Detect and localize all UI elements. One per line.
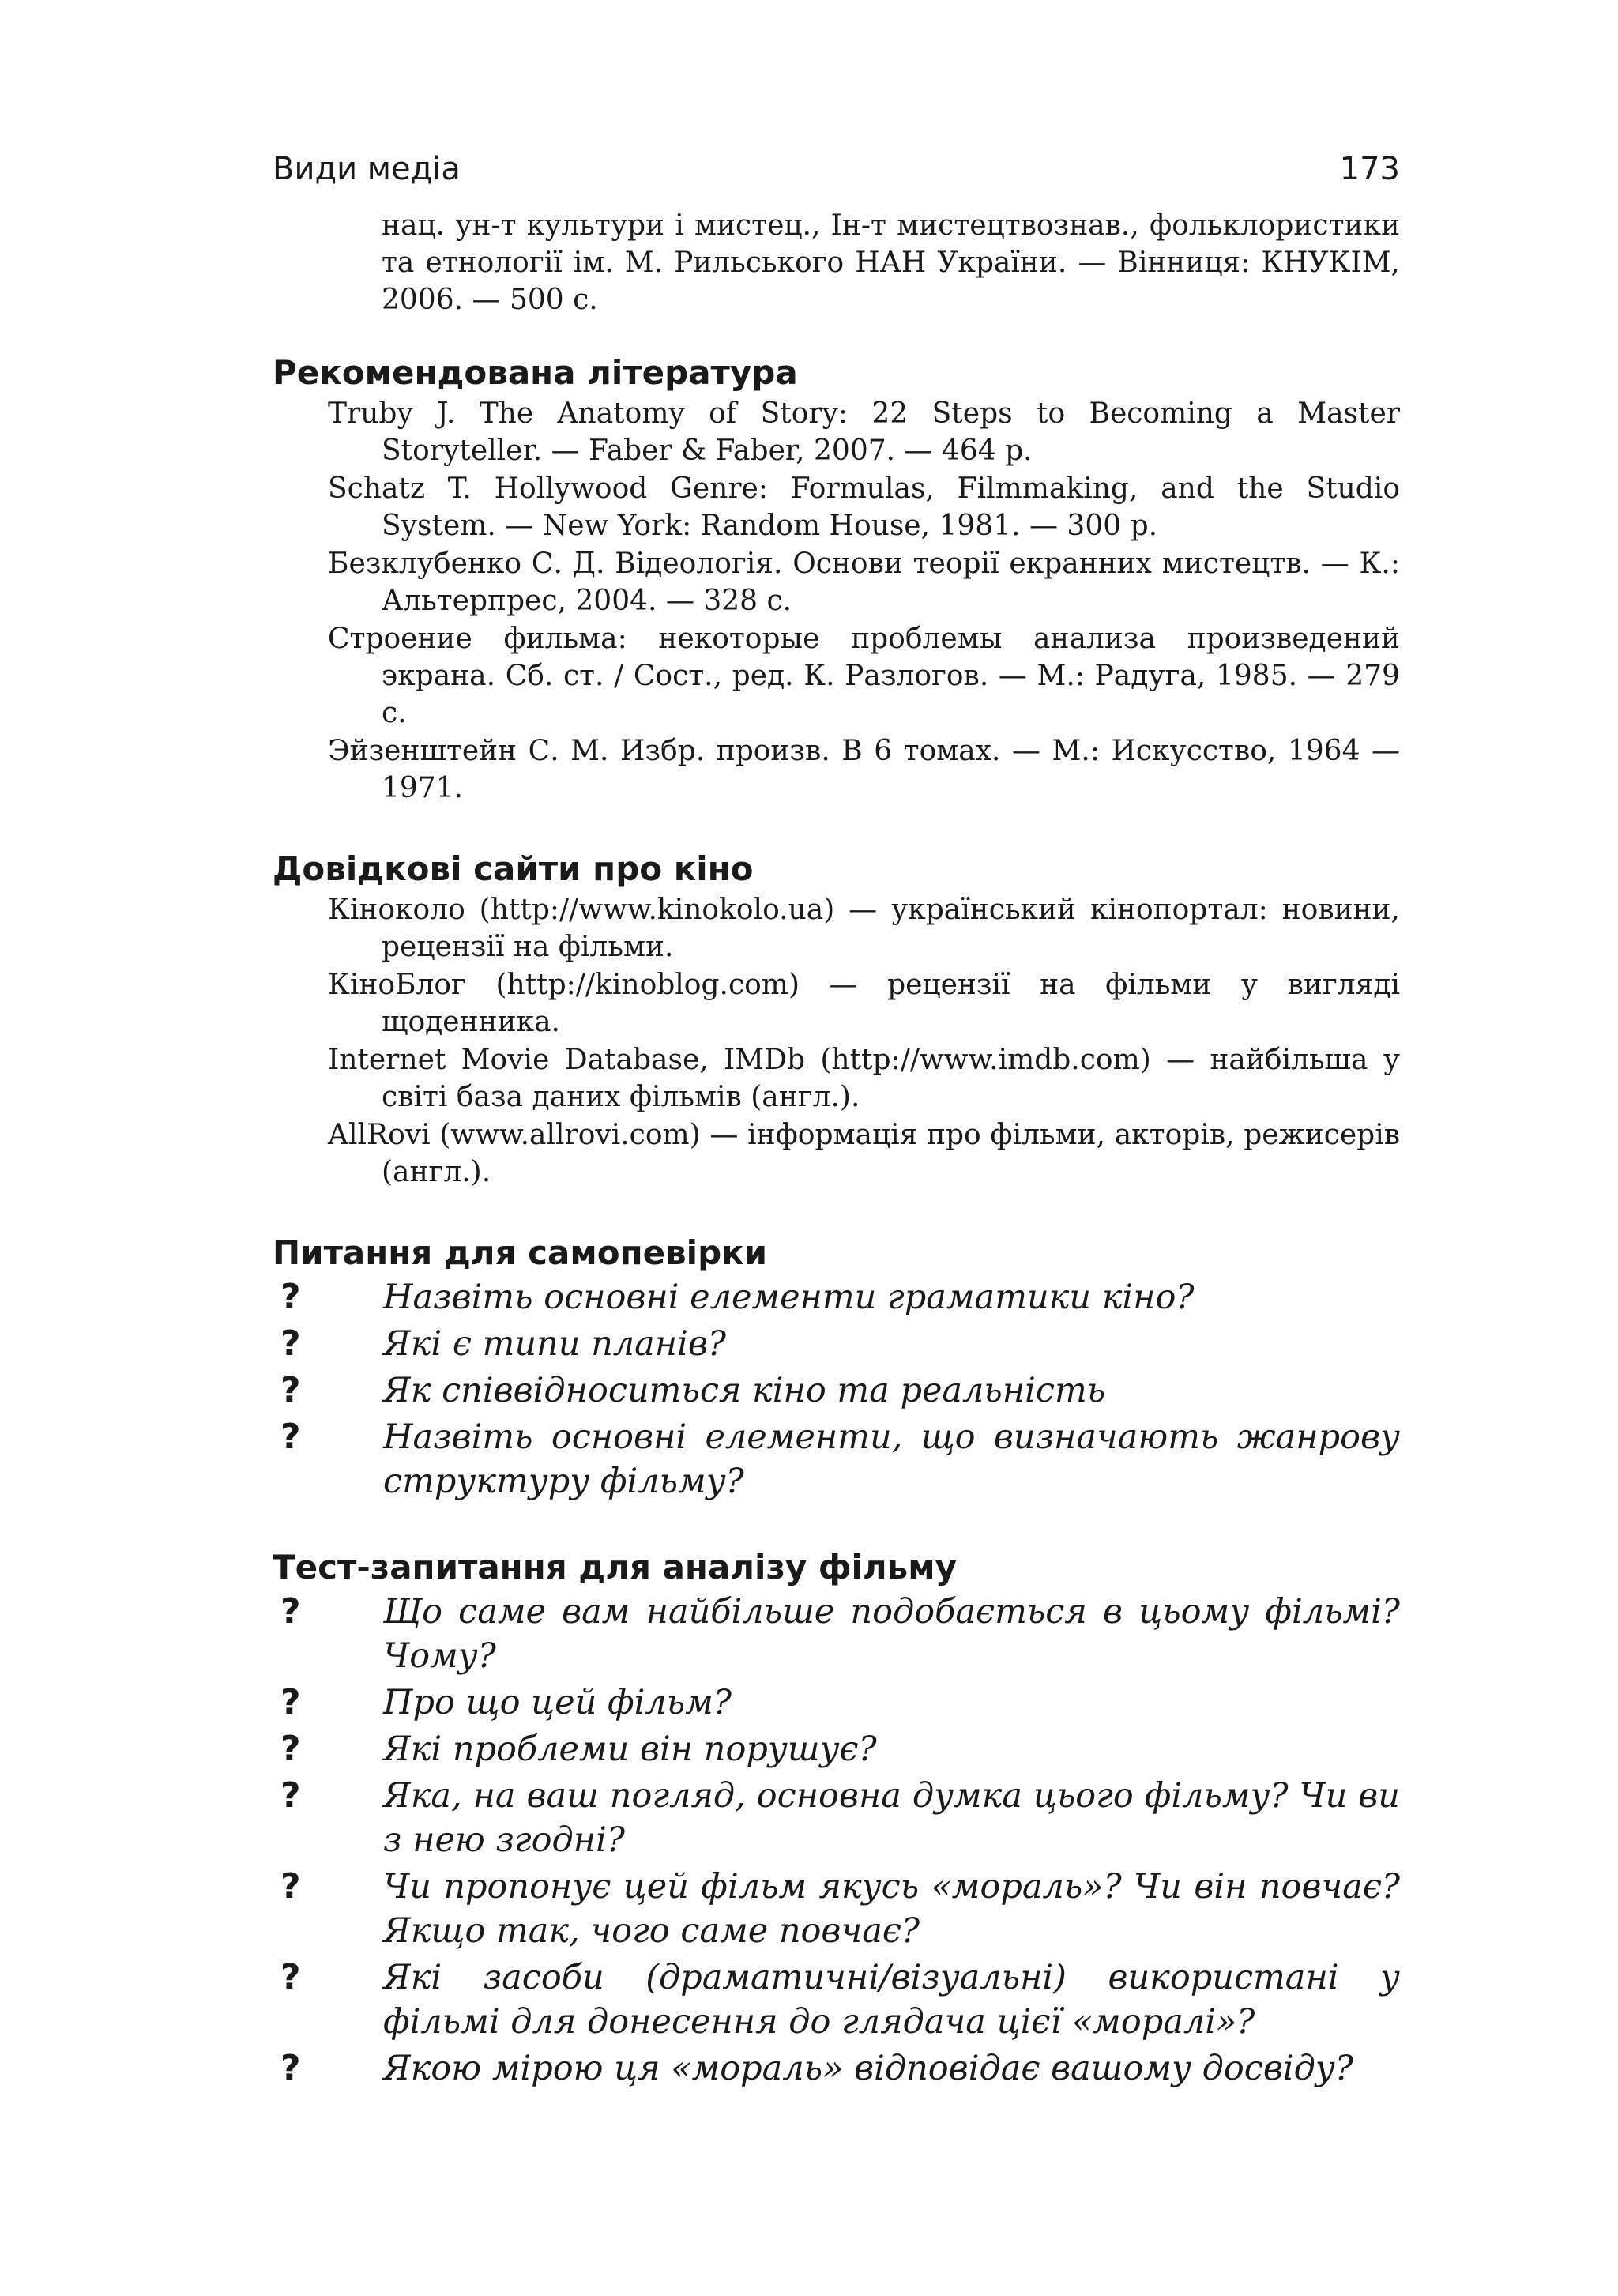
question-mark-icon: ? bbox=[280, 1370, 301, 1410]
page-content bbox=[273, 207, 1400, 2093]
section-heading-film-test: Тест-запитання для аналізу фільму bbox=[273, 1548, 957, 1586]
question-mark-icon: ? bbox=[280, 1729, 301, 1769]
running-head bbox=[273, 147, 1400, 191]
question-mark-icon: ? bbox=[280, 1323, 301, 1364]
section-heading-recommended: Рекомендована література bbox=[273, 353, 798, 392]
question-mark-icon: ? bbox=[280, 1682, 301, 1722]
question-item bbox=[273, 1774, 1400, 1862]
question-mark-icon: ? bbox=[280, 1866, 301, 1906]
question-mark-icon: ? bbox=[280, 1277, 301, 1317]
question-item bbox=[273, 1275, 1400, 1319]
reference-item: Truby J. The Anatomy of Story: 22 Steps to Becoming a Master Storyteller. — Faber & Faber, 2007. — 464 p. bbox=[328, 397, 1400, 467]
question-mark-icon: ? bbox=[280, 1957, 301, 1997]
question-item bbox=[273, 1865, 1400, 1953]
question-text: Як співвідноситься кіно та реальність bbox=[383, 1371, 1106, 1410]
question-text: Чи пропонує цей фільм якусь «мораль»? Чи він повчає? Якщо так, чого саме повчає? bbox=[383, 1867, 1400, 1951]
question-mark-icon: ? bbox=[280, 1775, 301, 1816]
site-item: Кіноколо (http://www.kinokolo.ua) — український кінопортал: новини, рецензії на фільми. bbox=[328, 894, 1400, 963]
question-text: Назвіть основні елементи, що визначають жанрову структуру фільму? bbox=[383, 1417, 1400, 1501]
question-mark-icon: ? bbox=[280, 2048, 301, 2088]
question-item bbox=[273, 1955, 1400, 2044]
question-item bbox=[273, 1368, 1400, 1413]
question-item bbox=[273, 1415, 1400, 1504]
question-text: Що саме вам найбільше подобається в цьому фільмі? Чому? bbox=[383, 1592, 1400, 1676]
section-heading-self-check: Питання для самопевірки bbox=[273, 1233, 768, 1272]
question-item bbox=[273, 1681, 1400, 1725]
reference-item: Эйзенштейн С. М. Избр. произв. В 6 томах. — М.: Искусство, 1964 — 1971. bbox=[328, 735, 1400, 804]
site-item: AllRovi (www.allrovi.com) — інформація про фільми, акторів, режисерів (англ.). bbox=[328, 1119, 1400, 1188]
site-item: Internet Movie Database, IMDb (http://www.imdb.com) — найбільша у світі база даних фільмів (англ.). bbox=[328, 1044, 1400, 1113]
section-heading-sites: Довідкові сайти про кіно bbox=[273, 849, 754, 888]
question-text: Які засоби (драматичні/візуальні) використані у фільмі для донесення до глядача цієї «моралі»? bbox=[383, 1958, 1400, 2042]
recommended-list bbox=[273, 395, 1400, 807]
question-item bbox=[273, 1322, 1400, 1366]
question-mark-icon: ? bbox=[280, 1417, 301, 1457]
page-number: 173 bbox=[1339, 151, 1400, 187]
running-head-title: Види медіа bbox=[273, 151, 461, 187]
question-item bbox=[273, 1727, 1400, 1771]
reference-item: Schatz T. Hollywood Genre: Formulas, Filmmaking, and the Studio System. — New York: Random House, 1981. — 300 p. bbox=[328, 472, 1400, 542]
question-item bbox=[273, 2046, 1400, 2091]
question-mark-icon: ? bbox=[280, 1591, 301, 1632]
question-text: Які проблеми він порушує? bbox=[383, 1730, 877, 1769]
question-item bbox=[273, 1590, 1400, 1678]
reference-item: Безклубенко С. Д. Відеологія. Основи теорії екранних мистецтв. — К.: Альтерпрес, 2004. — 328 с. bbox=[328, 548, 1400, 617]
reference-item: Строение фильма: некоторые проблемы анализа произведений экрана. Сб. ст. / Сост., ред. К. Разлогов. — М.: Радуга, 1985. — 279 с. bbox=[328, 623, 1400, 729]
continued-reference: нац. ун-т культури і мистец., Ін-т мистецтвознав., фольклористики та етнології ім. М. Рильського НАН України. — Вінниця: КНУКІМ, 2006. — 500 с. bbox=[382, 209, 1400, 316]
sites-list bbox=[273, 891, 1400, 1191]
self-check-list bbox=[273, 1275, 1400, 1504]
film-test-list bbox=[273, 1590, 1400, 2091]
question-text: Про що цей фільм? bbox=[383, 1683, 732, 1722]
question-text: Назвіть основні елементи граматики кіно? bbox=[383, 1278, 1195, 1317]
question-text: Які є типи планів? bbox=[383, 1324, 726, 1364]
site-item: КіноБлог (http://kinoblog.com) — рецензії на фільми у вигляді щоденника. bbox=[328, 969, 1400, 1038]
question-text: Якою мірою ця «мораль» відповідає вашому досвіду? bbox=[383, 2049, 1353, 2088]
question-text: Яка, на ваш погляд, основна думка цього фільму? Чи ви з нею згодні? bbox=[383, 1776, 1400, 1860]
